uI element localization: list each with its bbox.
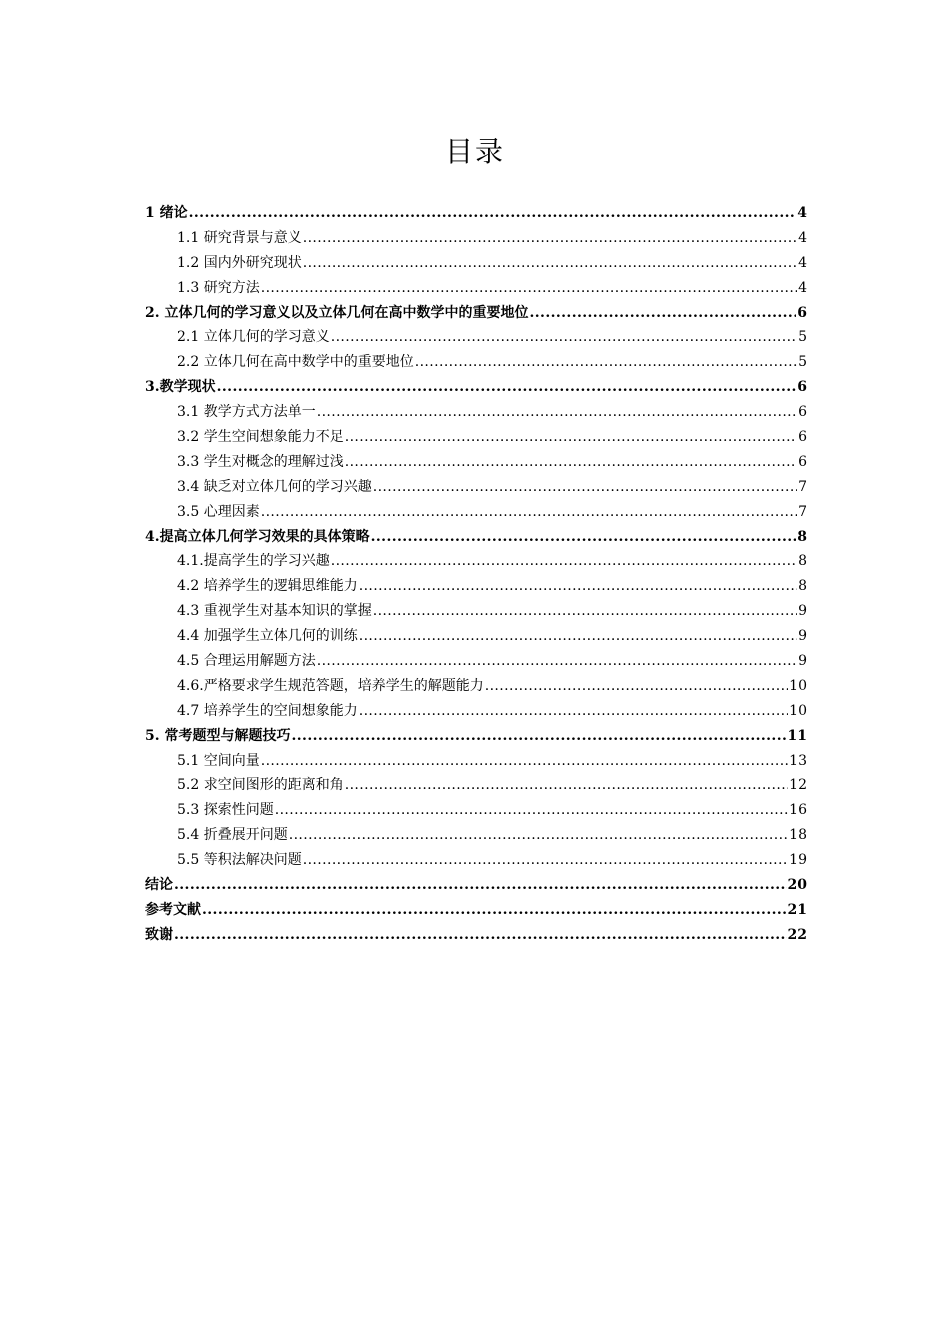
toc-entry[interactable] (145, 400, 807, 425)
toc-entry-title: 4.4 加强学生立体几何的训练 (177, 628, 358, 645)
toc-entry-page-number: 18 (789, 827, 807, 844)
toc-entry[interactable] (145, 798, 807, 823)
toc-entry-title: 4.6.严格要求学生规范答题，培养学生的解题能力 (177, 677, 484, 694)
toc-entry[interactable] (145, 375, 807, 400)
toc-entry[interactable] (145, 251, 807, 276)
toc-entry[interactable] (145, 325, 807, 350)
toc-entry-title: 1.1 研究背景与意义 (177, 229, 302, 246)
toc-dot-leader (359, 624, 797, 649)
toc-entry-page-number: 9 (798, 653, 807, 670)
toc-dot-leader (317, 649, 797, 674)
toc-entry[interactable] (145, 873, 807, 898)
toc-dot-leader (189, 201, 797, 226)
toc-entry[interactable] (145, 500, 807, 525)
toc-dot-leader (275, 798, 788, 823)
toc-entry-title: 5.5 等积法解决问题 (177, 852, 302, 869)
toc-entry-title: 4.1.提高学生的学习兴趣 (177, 553, 330, 570)
toc-entry[interactable] (145, 425, 807, 450)
toc-entry-title: 5.4 折叠展开问题 (177, 827, 288, 844)
toc-entry[interactable] (145, 699, 807, 724)
toc-dot-leader (303, 848, 788, 873)
toc-entry-page-number: 7 (798, 478, 807, 495)
toc-entry-page-number: 4 (797, 205, 807, 221)
toc-entry-title: 3.3 学生对概念的理解过浅 (177, 453, 344, 470)
toc-dot-leader (371, 525, 797, 550)
toc-entry-title: 5.1 空间向量 (177, 752, 260, 769)
toc-entry[interactable] (145, 450, 807, 475)
toc-dot-leader (202, 898, 787, 923)
toc-dot-leader (359, 574, 797, 599)
toc-entry-page-number: 16 (789, 802, 807, 819)
table-of-contents (145, 201, 807, 948)
toc-entry-title: 结论 (145, 877, 173, 894)
toc-entry[interactable] (145, 549, 807, 574)
toc-entry-page-number: 5 (798, 329, 807, 346)
toc-entry-page-number: 10 (789, 677, 807, 694)
toc-entry-title: 4.7 培养学生的空间想象能力 (177, 702, 358, 719)
toc-dot-leader (174, 923, 787, 948)
toc-entry[interactable] (145, 848, 807, 873)
toc-entry-page-number: 7 (798, 503, 807, 520)
toc-entry-title: 2.1 立体几何的学习意义 (177, 329, 330, 346)
toc-entry-title: 3.2 学生空间想象能力不足 (177, 429, 344, 446)
toc-entry-page-number: 9 (798, 603, 807, 620)
toc-entry[interactable] (145, 276, 807, 301)
toc-entry-page-number: 8 (797, 528, 807, 545)
toc-dot-leader (359, 699, 788, 724)
toc-entry-title: 4.2 培养学生的逻辑思维能力 (177, 578, 358, 595)
toc-dot-leader (485, 674, 788, 699)
toc-entry-page-number: 12 (789, 777, 807, 794)
toc-entry[interactable] (145, 923, 807, 948)
toc-entry-page-number: 6 (798, 453, 807, 470)
toc-dot-leader (317, 400, 797, 425)
toc-entry[interactable] (145, 898, 807, 923)
toc-entry[interactable] (145, 649, 807, 674)
toc-entry-title: 1.2 国内外研究现状 (177, 254, 302, 271)
toc-entry-title: 3.5 心理因素 (177, 503, 260, 520)
toc-entry-title: 1.3 研究方法 (177, 279, 260, 296)
toc-entry-page-number: 6 (798, 404, 807, 421)
toc-entry-title: 3.1 教学方式方法单一 (177, 404, 316, 421)
toc-entry-page-number: 10 (789, 702, 807, 719)
toc-entry-title: 2.2 立体几何在高中数学中的重要地位 (177, 354, 414, 371)
toc-entry-title: 参考文献 (145, 901, 201, 918)
toc-entry[interactable] (145, 823, 807, 848)
toc-entry-title: 4.提高立体几何学习效果的具体策略 (145, 528, 370, 545)
toc-dot-leader (261, 749, 788, 774)
toc-dot-leader (289, 823, 788, 848)
toc-entry-title: 3.教学现状 (145, 379, 216, 396)
toc-dot-leader (373, 599, 797, 624)
toc-entry-page-number: 22 (787, 926, 807, 943)
toc-entry[interactable] (145, 599, 807, 624)
toc-entry-title: 2. 立体几何的学习意义以及立体几何在高中数学中的重要地位 (145, 304, 529, 321)
toc-dot-leader (415, 350, 797, 375)
toc-entry[interactable] (145, 749, 807, 774)
toc-entry-page-number: 4 (798, 229, 807, 246)
toc-entry[interactable] (145, 201, 807, 226)
toc-dot-leader (331, 325, 797, 350)
toc-entry-page-number: 8 (798, 553, 807, 570)
toc-dot-leader (373, 475, 797, 500)
toc-dot-leader (345, 450, 797, 475)
toc-entry[interactable] (145, 525, 807, 550)
toc-entry[interactable] (145, 350, 807, 375)
toc-entry-title: 致谢 (145, 926, 173, 943)
toc-entry-page-number: 9 (798, 628, 807, 645)
toc-dot-leader (345, 773, 788, 798)
toc-dot-leader (217, 375, 797, 400)
page-title: 目录 (444, 135, 505, 168)
toc-entry-title: 5.2 求空间图形的距离和角 (177, 777, 344, 794)
toc-entry-page-number: 11 (787, 727, 807, 744)
toc-entry-page-number: 20 (787, 877, 807, 894)
toc-entry-page-number: 19 (789, 852, 807, 869)
toc-entry[interactable] (145, 301, 807, 326)
toc-entry[interactable] (145, 724, 807, 749)
toc-dot-leader (174, 873, 787, 898)
toc-entry[interactable] (145, 574, 807, 599)
toc-entry[interactable] (145, 475, 807, 500)
toc-dot-leader (303, 251, 797, 276)
toc-entry-page-number: 21 (787, 901, 807, 918)
toc-entry-page-number: 6 (797, 379, 807, 396)
toc-entry-page-number: 4 (798, 279, 807, 296)
toc-entry[interactable] (145, 226, 807, 251)
toc-dot-leader (345, 425, 797, 450)
toc-entry-title: 1 绪论 (145, 205, 188, 221)
toc-entry-title: 4.5 合理运用解题方法 (177, 653, 316, 670)
toc-dot-leader (530, 301, 797, 326)
toc-entry[interactable] (145, 624, 807, 649)
toc-entry-title: 5. 常考题型与解题技巧 (145, 727, 291, 744)
toc-dot-leader (292, 724, 787, 749)
toc-dot-leader (331, 549, 797, 574)
toc-dot-leader (303, 226, 797, 251)
toc-entry-page-number: 4 (798, 254, 807, 271)
toc-entry-title: 4.3 重视学生对基本知识的掌握 (177, 603, 372, 620)
toc-entry[interactable] (145, 674, 807, 699)
toc-entry-page-number: 5 (798, 354, 807, 371)
toc-entry[interactable] (145, 773, 807, 798)
toc-dot-leader (261, 276, 797, 301)
toc-entry-page-number: 13 (789, 752, 807, 769)
toc-entry-page-number: 6 (797, 304, 807, 321)
toc-entry-page-number: 6 (798, 429, 807, 446)
toc-entry-page-number: 8 (798, 578, 807, 595)
toc-entry-title: 3.4 缺乏对立体几何的学习兴趣 (177, 478, 372, 495)
toc-dot-leader (261, 500, 797, 525)
toc-entry-title: 5.3 探索性问题 (177, 802, 274, 819)
